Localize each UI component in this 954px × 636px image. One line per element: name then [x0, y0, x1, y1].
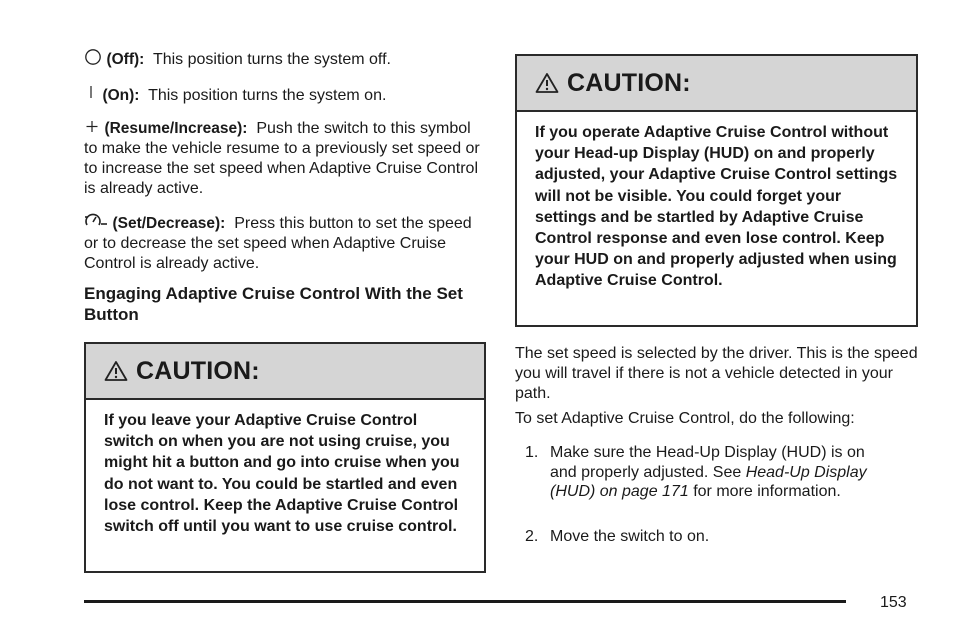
page-reference-link[interactable]: Head-Up Display (HUD) on page 171	[550, 463, 867, 500]
off-text: This position turns the system off.	[152, 51, 391, 68]
section-heading: Engaging Adaptive Cruise Control With the Set Button	[84, 284, 463, 324]
off-label: (Off):	[106, 51, 145, 68]
on-text: This position turns the system on.	[148, 87, 387, 104]
off-description	[84, 48, 488, 70]
resume-label: (Resume/Increase):	[104, 120, 248, 137]
plus-icon	[84, 119, 100, 135]
caution-body-left: If you leave your Adaptive Cruise Control switch on when you are not using cruise, you might hit a button and go into cruise when you do not want to. You could be startled and even lose control. Keep the Adaptive Cruise Control switch off until you want to use cruise control.	[104, 412, 460, 536]
set-label: (Set/Decrease):	[112, 215, 226, 232]
footer-rule	[84, 600, 846, 603]
step-text: Move the switch to on.	[550, 528, 710, 545]
caution-title-right: CAUTION:	[567, 68, 691, 97]
caution-box-right	[515, 54, 918, 327]
page-number: 153	[880, 594, 907, 611]
caution-box-left	[84, 342, 486, 573]
set-description	[84, 212, 488, 274]
warning-triangle-icon	[104, 360, 128, 382]
step-text	[550, 443, 870, 502]
step-text-pre: Make sure the Head-Up Display (HUD) is on and properly adjusted. See	[550, 444, 865, 481]
warning-triangle-icon	[535, 72, 559, 94]
set-speed-text: The set speed is selected by the driver. This is the speed you will travel if there is not a vehicle detected in your path.	[515, 345, 918, 402]
caution-body-right: If you operate Adaptive Cruise Control without your Head-up Display (HUD) on and properly adjusted, your Adaptive Cruise Control settings will not be visible. You could forget your settings and be startled by Adaptive Cruise Control response and even lose control. Keep your HUD on and properly adjusted when using Adaptive Cruise Control.	[535, 124, 898, 290]
circle-off-icon	[84, 48, 102, 66]
instructions-intro-text: To set Adaptive Cruise Control, do the following:	[515, 410, 855, 427]
caution-header-left	[86, 344, 484, 400]
bar-on-icon	[84, 84, 98, 102]
on-label: (On):	[102, 87, 140, 104]
resume-text: Push the switch to this symbol to make the vehicle resume to a previously set speed or to increase the set speed when Adaptive Cruise Control is already active.	[84, 120, 480, 197]
step-text-post: for more information.	[688, 483, 841, 500]
resume-description	[84, 119, 488, 199]
set-text: Press this button to set the speed or to decrease the set speed when Adaptive Cruise Control is already active.	[84, 215, 472, 272]
set-speed-icon	[84, 212, 108, 230]
caution-title-left: CAUTION:	[136, 356, 260, 385]
step-number: 1.	[525, 444, 539, 461]
on-description	[84, 84, 488, 106]
step-number: 2.	[525, 528, 539, 545]
instructions-intro	[515, 409, 920, 429]
set-speed-paragraph	[515, 344, 920, 404]
caution-header-right	[517, 56, 916, 112]
